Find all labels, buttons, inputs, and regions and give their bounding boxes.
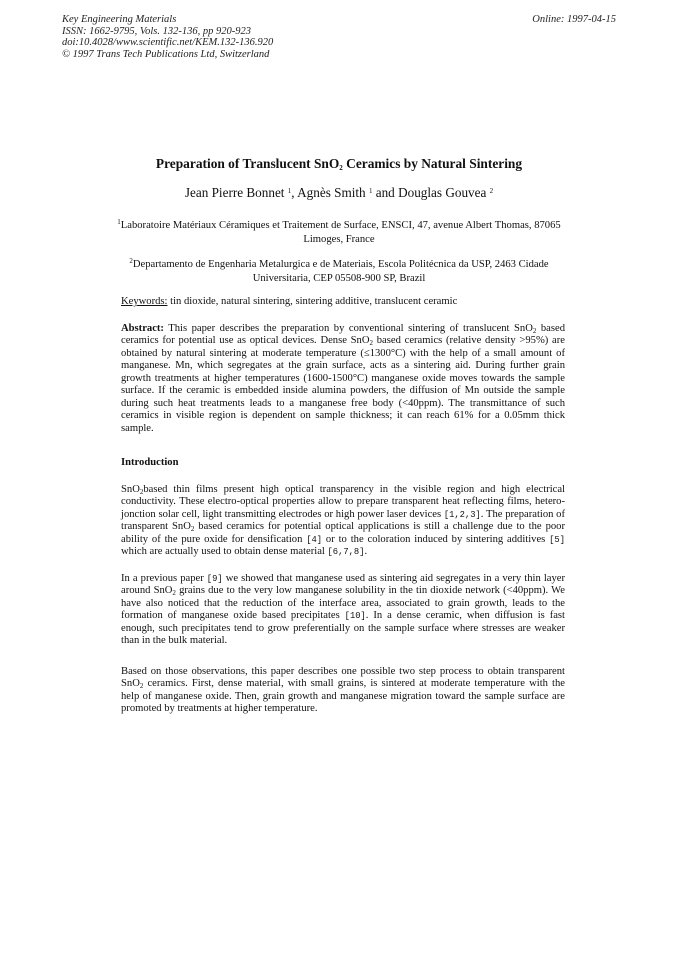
abstract-label: Abstract: (121, 323, 164, 334)
title-part-1: Preparation of Translucent SnO (155, 156, 340, 171)
author-2: , Agnès Smith (291, 185, 369, 200)
keywords-text: tin dioxide, natural sintering, sintering additive, translucent ceramic (167, 296, 458, 307)
intro-p1-subscript-1: 2 (139, 488, 144, 496)
affiliation-2-mark: 2 (129, 257, 133, 265)
abstract-text-1: This paper describes the preparation by conventional sintering of translucent SnO (163, 323, 533, 334)
intro-p1-subscript-2: 2 (190, 525, 195, 534)
doi-line: doi:10.4028/www.scientific.net/KEM.132-136.920 (62, 37, 274, 48)
abstract-paragraph (121, 323, 565, 435)
online-date: Online: 1997-04-15 (532, 14, 616, 25)
citation-ref: [6,7,8] (327, 547, 365, 558)
intro-p3-text-2: ceramics. First, dense material, with small grains, is sintered at moderate temperature with the help of manganese oxide. Then, grain growth and manganese migration toward the sample surface are promoted by treatments at higher temperature. (121, 678, 565, 715)
citation-ref: [5] (549, 534, 565, 545)
copyright-line: © 1997 Trans Tech Publications Ltd, Switzerland (62, 48, 270, 60)
intro-p2-subscript-1: 2 (172, 589, 176, 598)
affiliation-1-mark: 1 (117, 218, 121, 226)
affiliation-2 (110, 258, 568, 285)
abstract-subscript-1: 2 (532, 327, 537, 335)
paper-title (0, 156, 678, 172)
intro-p2-text-2: we showed that manganese used as sintering aid segregates in a very thin layer around SnO (121, 573, 565, 597)
affiliation-1-text: Laboratoire Matériaux Céramiques et Traitement de Surface, ENSCI, 47, avenue Albert Thomas, 87065 Limoges, France (120, 220, 561, 245)
intro-paragraph-2 (121, 573, 565, 648)
citation-ref: [1,2,3] (443, 509, 481, 520)
intro-p1-text-7: . (364, 546, 368, 558)
citation-ref: [9] (206, 574, 223, 584)
affiliation-1 (110, 219, 568, 246)
abstract-text-2: based ceramics for potential use as optical devices. Dense SnO (121, 323, 565, 347)
intro-p1-text-2: based thin films present high optical transparency in the visible region and high electrical conductivity. These electro-optical properties allow to prepare transparent heat reflecting films, hetero-jonction solar cell, light transmitting electrodes or high power laser devices (121, 484, 565, 520)
intro-p2-text-1: In a previous paper (121, 573, 207, 584)
issn-line: ISSN: 1662-9795, Vols. 132-136, pp 920-923 (62, 25, 251, 37)
title-subscript: 2 (339, 164, 343, 172)
abstract-text-3: based ceramics (relative density >95%) are obtained by natural sintering at moderate temperature (≤1300°C) with the help of a small amount of manganese. Mn, which segregates at the grain surface, acts as a sintering aid. During further grain growth treatments at higher temperatures (1600-1500°C) manganese oxide moves towards the sample surface. If the ceramic is embedded inside alumina powders, the diffusion of Mn outside the sample during such heat treatments leads to a manganese free body (<40ppm). The transmittance of such ceramics in visible region is dependent on sample thickness; it can reach 61% for a 0.05mm thick sample. (121, 335, 565, 434)
intro-paragraph-3 (121, 666, 565, 716)
citation-ref: [4] (306, 534, 323, 545)
intro-p1-text-5: or to the coloration induced by sintering additives (322, 533, 550, 545)
author-list (0, 185, 678, 201)
journal-name: Key Engineering Materials (62, 14, 177, 25)
citation-ref: [10] (344, 611, 366, 622)
section-heading-introduction: Introduction (121, 457, 179, 468)
intro-paragraph-1 (121, 484, 565, 559)
keywords-label: Keywords: (121, 296, 168, 307)
author-1-affiliation-mark: 1 (287, 187, 292, 195)
intro-p3-subscript-1: 2 (139, 682, 144, 691)
journal-header (62, 14, 273, 60)
intro-p1-text-4: based ceramics for potential optical applications is still a challenge due to the poor ability of the pure oxide for densification (121, 521, 565, 545)
keywords-line (121, 296, 457, 307)
author-1: Jean Pierre Bonnet (184, 185, 288, 200)
intro-p1-text-1: SnO (121, 484, 140, 495)
author-2-affiliation-mark: 1 (368, 187, 373, 195)
author-3-affiliation-mark: 2 (489, 187, 494, 195)
intro-p1-text-3: . The preparation of transparent SnO (121, 508, 566, 533)
author-3: and Douglas Gouvea (372, 185, 490, 200)
title-part-2: Ceramics by Natural Sintering (342, 156, 523, 171)
intro-p2-text-4: . In a dense ceramic, when diffusion is fast enough, such precipitates tend to grow preferentially on the sample surface where stresses are weaker than in the bulk material. (121, 610, 565, 647)
abstract-subscript-2: 2 (369, 339, 374, 348)
intro-p2-text-3: grains due to the very low manganese solubility in the tin dioxide network (<40ppm). We have also noticed that the reduction of the interface area, associated to grain growth, leads to the formation of manganese oxide based precipitates (121, 585, 565, 622)
intro-p1-text-6: which are actually used to obtain dense material (121, 546, 328, 558)
intro-p3-text-1: Based on those observations, this paper describes one possible two step process to obtain transparent SnO (121, 666, 565, 690)
affiliation-2-text: Departamento de Engenharia Metalurgica e de Materiais, Escola Politécnica da USP, 2463 Cidade Universitaria, CEP 05508-900 SP, Brazil (132, 259, 549, 284)
